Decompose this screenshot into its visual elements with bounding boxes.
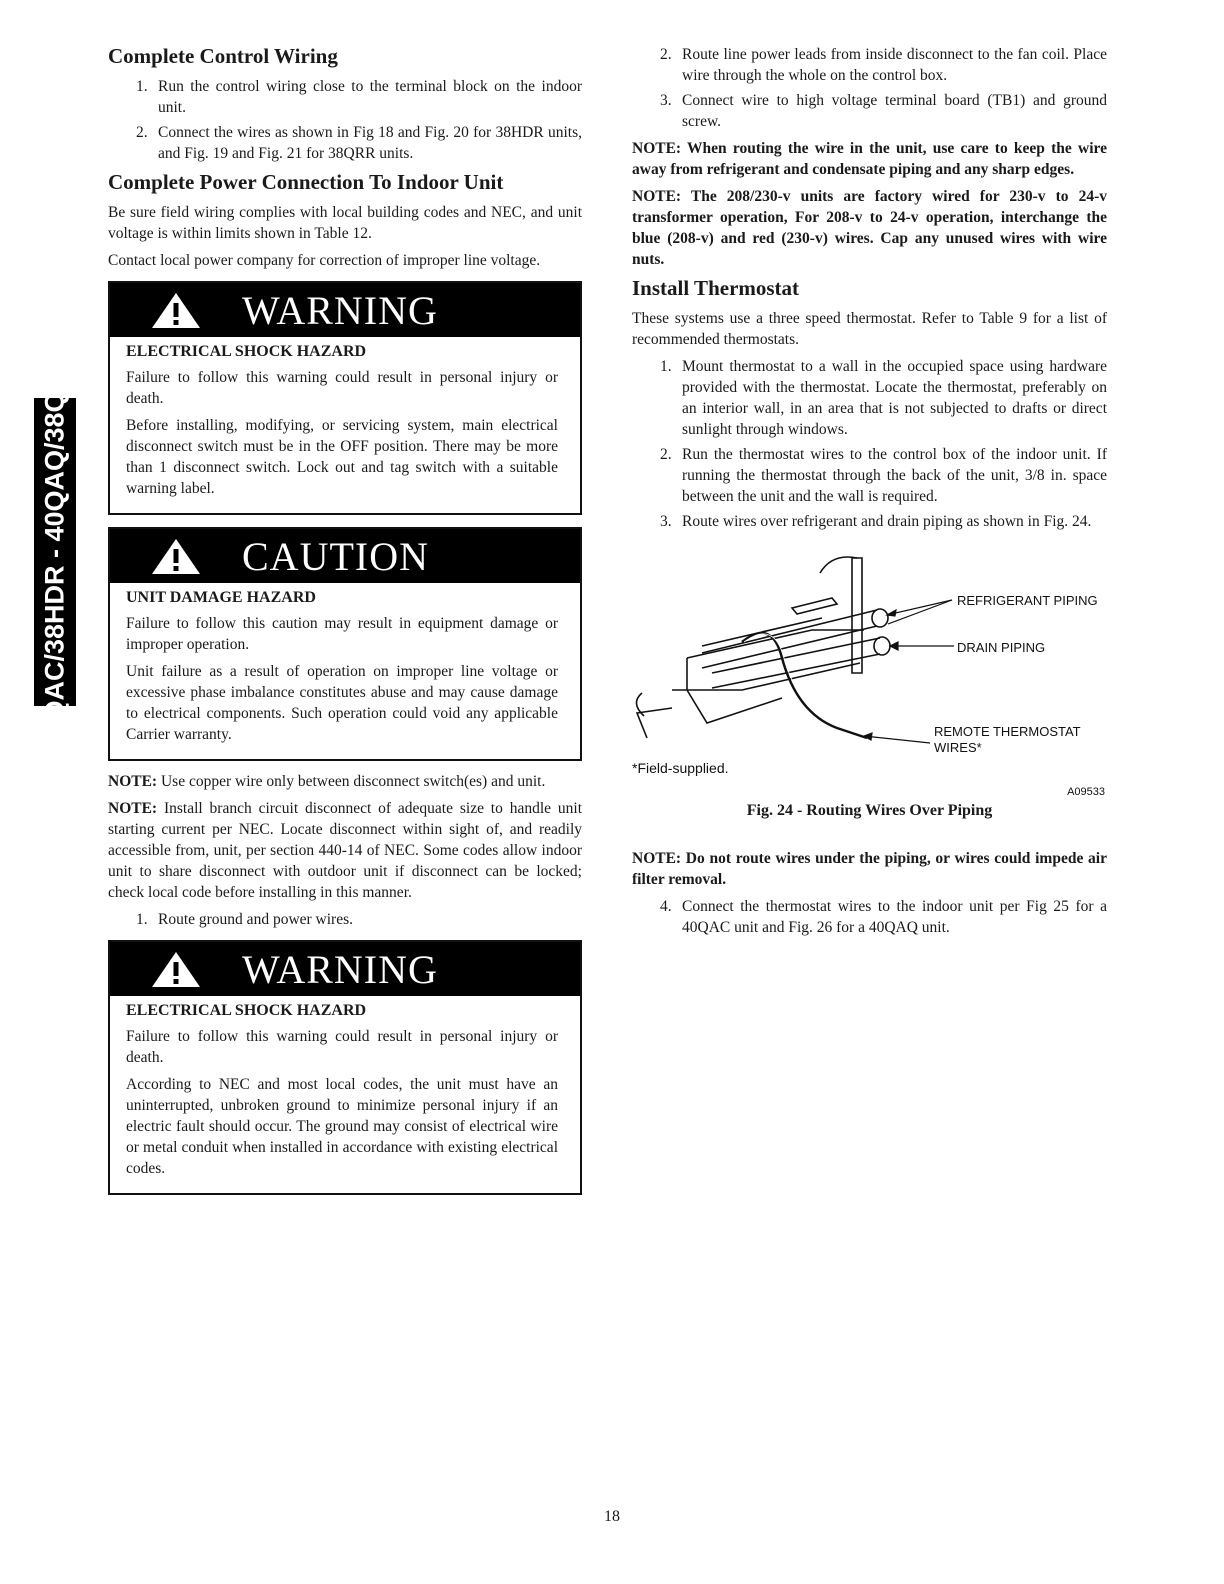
warning-text-1: Failure to follow this warning could result in personal injury or death. bbox=[126, 1028, 558, 1066]
note-transformer: NOTE: The 208/230-v units are factory wired for 230-v to 24-v transformer operation, For 208-v to 24-v operation, interchange the blue (208-v) and red (230-v) wires. Cap any unused wires with wire nuts. bbox=[632, 188, 1107, 268]
thermostat-list bbox=[632, 356, 1107, 532]
warning-header bbox=[110, 942, 580, 996]
right-column bbox=[632, 44, 1107, 944]
power-paragraph-2: Contact local power company for correction of improper line voltage. bbox=[108, 252, 541, 269]
thermostat-paragraph: These systems use a three speed thermostat. Refer to Table 9 for a list of recommended thermostats. bbox=[632, 310, 1107, 348]
heading-power-connection: Complete Power Connection To Indoor Unit bbox=[108, 170, 504, 194]
list-item: 1. Route ground and power wires. bbox=[136, 911, 353, 928]
side-tab-label: 40QAC/38HDR - 40QAQ/38QRR bbox=[39, 352, 70, 752]
list-item: 4. Connect the thermostat wires to the indoor unit per Fig 25 for a 40QAC unit and Fig. 26 for a 40QAQ unit. bbox=[660, 898, 1107, 936]
caution-box bbox=[108, 527, 582, 761]
hazard-title: ELECTRICAL SHOCK HAZARD bbox=[126, 1002, 367, 1019]
warning-box-1 bbox=[108, 281, 582, 515]
warning-triangle-icon bbox=[150, 290, 202, 330]
list-item: 1. Mount thermostat to a wall in the occupied space using hardware provided with the thermostat. Locate the thermostat, preferably on an interior wall, in an area that is not subjected to drafts or direct sunlight through windows. bbox=[660, 358, 1107, 438]
warning-title: WARNING bbox=[242, 287, 438, 333]
thermostat-list-continued bbox=[632, 896, 1107, 938]
hazard-title: UNIT DAMAGE HAZARD bbox=[126, 589, 316, 606]
warning-header bbox=[110, 283, 580, 337]
note-air-filter: NOTE: Do not route wires under the piping, or wires could impede air filter removal. bbox=[632, 850, 1107, 888]
figure-routing-wires bbox=[632, 538, 1107, 798]
route-list bbox=[108, 909, 582, 930]
label-wires: WIRES* bbox=[934, 740, 982, 755]
power-paragraph-1: Be sure field wiring complies with local building codes and NEC, and unit voltage is within limits shown in Table 12. bbox=[108, 204, 582, 242]
caution-text-2: Unit failure as a result of operation on improper line voltage or excessive phase imbalance constitutes abuse and may cause damage to electrical components. Such operation could void any applicable Carrier warranty. bbox=[126, 663, 558, 743]
list-item: 1. Run the control wiring close to the terminal block on the indoor unit. bbox=[136, 78, 582, 116]
heading-install-thermostat: Install Thermostat bbox=[632, 276, 800, 300]
list-item: 2. Run the thermostat wires to the control box of the indoor unit. If running the thermostat through the back of the unit, 3/8 in. space between the unit and the wall is required. bbox=[660, 446, 1107, 505]
heading-control-wiring: Complete Control Wiring bbox=[108, 44, 338, 68]
list-item: 3. Route wires over refrigerant and drain piping as shown in Fig. 24. bbox=[660, 513, 1092, 530]
list-item: 2. Route line power leads from inside disconnect to the fan coil. Place wire through the whole on the control box. bbox=[660, 46, 1107, 84]
route-list-continued bbox=[632, 44, 1107, 132]
left-column bbox=[108, 44, 582, 1205]
note-wire-routing: NOTE: When routing the wire in the unit, use care to keep the wire away from refrigerant and condensate piping and any sharp edges. bbox=[632, 140, 1107, 178]
warning-text-2: Before installing, modifying, or servicing system, main electrical disconnect switch must be in the OFF position. There may be more than 1 disconnect switch. Lock out and tag switch with a suitable warning label. bbox=[126, 417, 558, 497]
list-item: 3. Connect wire to high voltage terminal board (TB1) and ground screw. bbox=[660, 92, 1107, 130]
piping-diagram bbox=[632, 538, 1107, 788]
note-copper-wire: NOTE: Use copper wire only between disconnect switch(es) and unit. bbox=[108, 773, 546, 790]
list-item: 2. Connect the wires as shown in Fig 18 and Fig. 20 for 38HDR units, and Fig. 19 and Fig. 21 for 38QRR units. bbox=[136, 124, 582, 162]
warning-box-2 bbox=[108, 940, 582, 1195]
label-remote-thermostat: REMOTE THERMOSTAT bbox=[934, 724, 1081, 739]
warning-title: WARNING bbox=[242, 946, 438, 992]
figure-code: A09533 bbox=[1067, 786, 1105, 798]
figure-footnote: *Field-supplied. bbox=[632, 760, 729, 776]
caution-triangle-icon bbox=[150, 536, 202, 576]
caution-title: CAUTION bbox=[242, 533, 429, 579]
label-drain-piping: DRAIN PIPING bbox=[957, 640, 1046, 655]
warning-text-1: Failure to follow this warning could result in personal injury or death. bbox=[126, 369, 558, 407]
page-number: 18 bbox=[604, 1508, 620, 1525]
caution-text-1: Failure to follow this caution may result in equipment damage or improper operation. bbox=[126, 615, 558, 653]
warning-text-2: According to NEC and most local codes, the unit must have an uninterrupted, unbroken ground to minimize personal injury if an electric fault should occur. The ground may consist of electrical wire or metal conduit when installed in accordance with existing electrical codes. bbox=[126, 1076, 558, 1177]
warning-triangle-icon bbox=[150, 949, 202, 989]
note-branch-circuit: NOTE: Install branch circuit disconnect of adequate size to handle unit starting current per NEC. Locate disconnect within sight of, and readily accessible from, unit, per section 440-14 of NEC. Some codes allow indoor unit to share disconnect with outdoor unit if disconnect can be locked; check local code before installing in this manner. bbox=[108, 800, 582, 901]
side-tab bbox=[34, 352, 76, 752]
label-refrigerant-piping: REFRIGERANT PIPING bbox=[957, 593, 1098, 608]
hazard-title: ELECTRICAL SHOCK HAZARD bbox=[126, 343, 367, 360]
control-wiring-list bbox=[108, 76, 582, 164]
caution-header bbox=[110, 529, 580, 583]
figure-caption: Fig. 24 - Routing Wires Over Piping bbox=[746, 802, 993, 819]
